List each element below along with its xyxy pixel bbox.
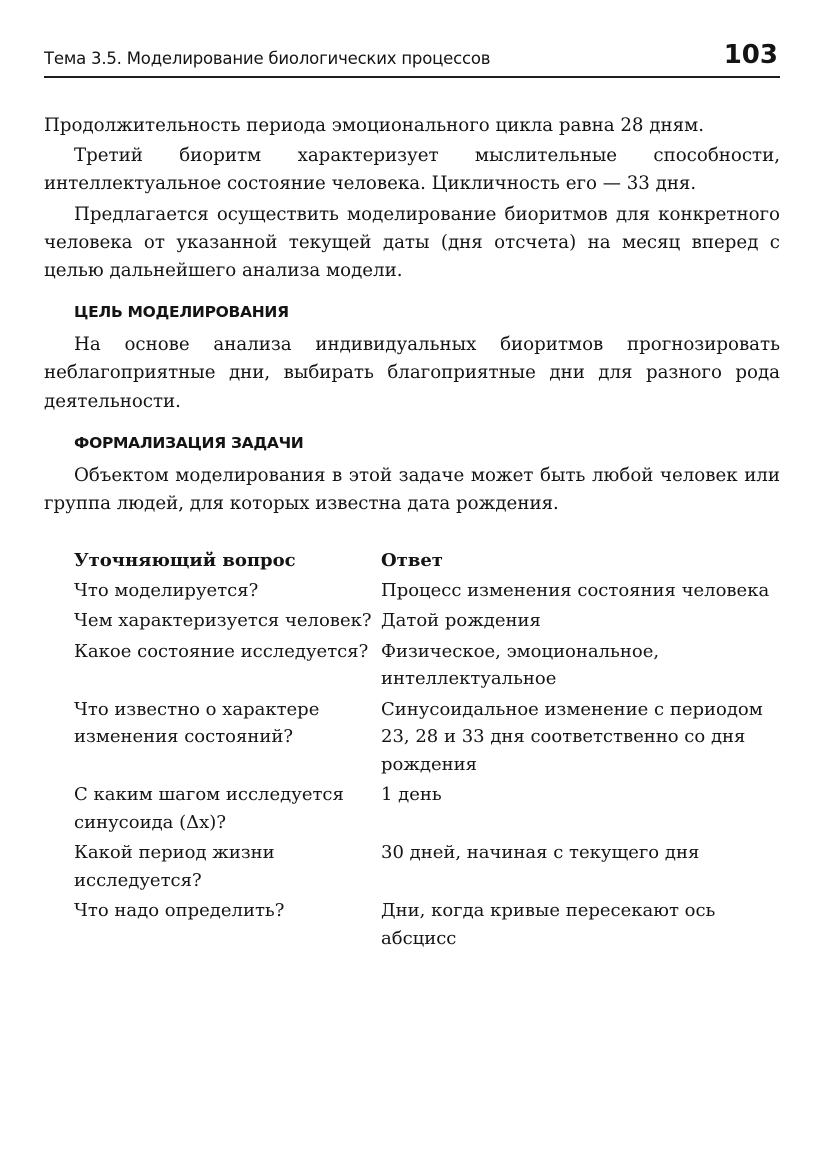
table-row: [74, 696, 780, 782]
answer-cell: 1 день: [381, 784, 442, 805]
page-number: 103: [723, 40, 778, 70]
section-heading-goal: ЦЕЛЬ МОДЕЛИРОВАНИЯ: [74, 303, 289, 322]
table-row: [74, 897, 780, 955]
table-row: [74, 577, 780, 608]
table-header-row: [74, 547, 780, 577]
question-cell: Что моделируется?: [74, 579, 259, 601]
question-cell: Какое состояние исследуется?: [74, 640, 369, 662]
table-row: [74, 839, 780, 897]
paragraph-modeling-proposal: Предлагается осуществить моделирование биоритмов для конкретного человека от указанной текущей даты (дня отсчета) на месяц вперед с целью дальнейшего анализа модели.: [44, 203, 780, 282]
question-cell: Что надо определить?: [74, 900, 285, 921]
paragraph-goal: На основе анализа индивидуальных биоритмов прогнозировать неблагоприятные дни, выбирать благоприятные дни для разного рода деятельности.: [44, 334, 780, 412]
paragraph-emotional-cycle: Продолжительность периода эмоционального цикла равна 28 дням.: [44, 115, 704, 136]
column-header-answer: Ответ: [381, 550, 443, 571]
answer-cell: Дни, когда кривые пересекают ось абсцисс: [381, 900, 716, 949]
page-header: [44, 36, 780, 78]
answer-cell: 30 дней, начиная с текущего дня: [381, 842, 700, 863]
running-title: Тема 3.5. Моделирование биологических процессов: [44, 49, 491, 68]
paragraph-third-biorhythm: Третий биоритм характеризует мыслительные способности, интеллектуальное состояние человека. Цикличность его — 33 дня.: [44, 145, 780, 195]
column-header-question: Уточняющий вопрос: [74, 550, 296, 571]
table-row: [74, 781, 780, 839]
answer-cell: Синусоидальное изменение с периодом 23, 28 и 33 дня соответственно со дня рождения: [381, 698, 763, 775]
question-cell: С каким шагом исследуется синусоида (Δx)?: [74, 784, 344, 833]
table-row: [74, 638, 780, 696]
section-heading-formalization: ФОРМАЛИЗАЦИЯ ЗАДАЧИ: [74, 433, 304, 452]
question-cell: Чем характеризуется человек?: [74, 610, 372, 631]
answer-cell: Процесс изменения состояния человека: [381, 579, 770, 601]
question-cell: Какой период жизни исследуется?: [74, 842, 275, 891]
clarifying-questions-table: [74, 547, 780, 955]
page-body: [44, 112, 780, 518]
answer-cell: Датой рождения: [381, 610, 541, 631]
question-cell: Что известно о характере изменения состояний?: [74, 698, 320, 747]
paragraph-formalization: Объектом моделирования в этой задаче может быть любой человек или группа людей, для которых известна дата рождения.: [44, 464, 780, 515]
answer-cell: Физическое, эмоциональное, интеллектуальное: [381, 640, 660, 689]
table-row: [74, 607, 780, 638]
